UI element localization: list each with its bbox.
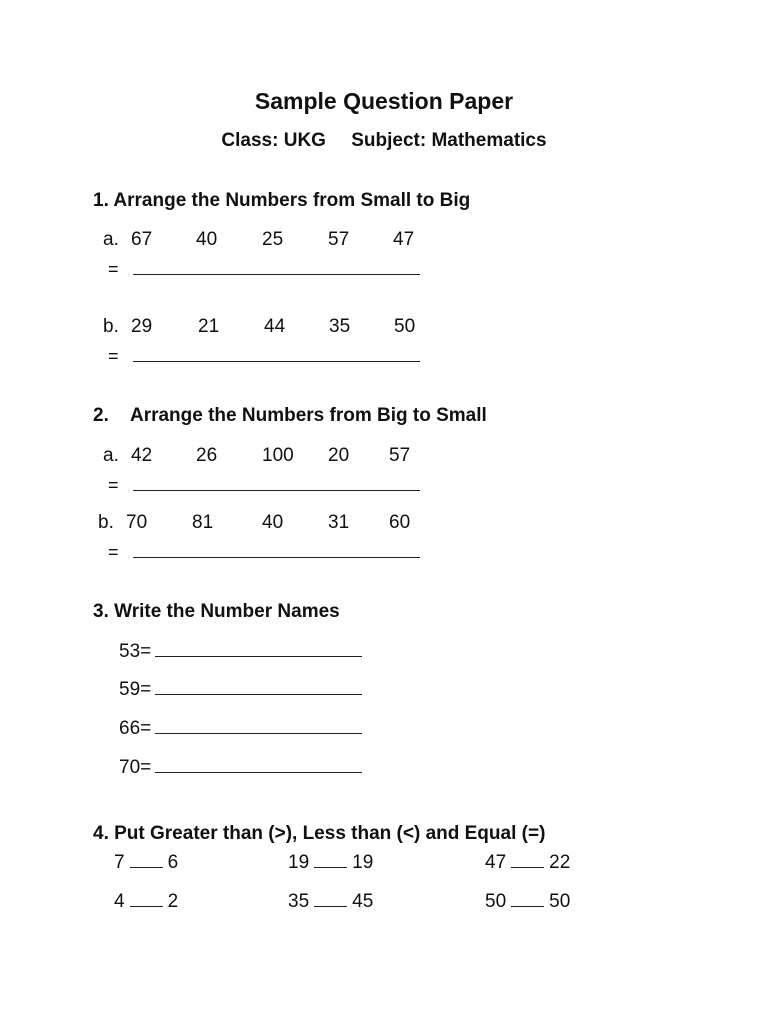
q2a-num-3: 100	[262, 445, 294, 466]
q2a-num-1: 42	[131, 445, 153, 466]
q2b-num-5: 60	[389, 512, 411, 533]
compare-blank[interactable]	[314, 857, 347, 868]
left-number: 19	[288, 852, 310, 873]
number-name-row[interactable]	[119, 641, 362, 663]
equals-sign: =	[108, 475, 119, 495]
number-name-row[interactable]	[119, 679, 362, 701]
q1a-answer[interactable]	[108, 259, 420, 280]
q4-heading: 4. Put Greater than (>), Less than (<) and Equal (=)	[93, 823, 546, 844]
q2a-num-4: 20	[328, 445, 350, 466]
q2b-num-4: 31	[328, 512, 350, 533]
compare-item[interactable]	[288, 891, 373, 913]
q2a-num-5: 57	[389, 445, 411, 466]
compare-item[interactable]	[485, 852, 570, 874]
compare-item[interactable]	[485, 891, 570, 913]
compare-blank[interactable]	[130, 896, 163, 907]
q2b-num-1: 70	[126, 512, 148, 533]
answer-blank[interactable]	[155, 760, 362, 773]
compare-blank[interactable]	[511, 896, 544, 907]
q2a-num-2: 26	[196, 445, 218, 466]
equals-sign: =	[108, 542, 119, 562]
q1a-num-4: 57	[328, 229, 350, 250]
compare-item[interactable]	[114, 891, 178, 913]
q2a-label: a.	[103, 445, 119, 466]
compare-item[interactable]	[288, 852, 373, 874]
right-number: 50	[549, 891, 571, 912]
q1a-num-5: 47	[393, 229, 415, 250]
compare-item[interactable]	[114, 852, 178, 874]
left-number: 7	[114, 852, 125, 873]
q1b-num-4: 35	[329, 316, 351, 337]
q1b-answer[interactable]	[108, 346, 420, 367]
answer-blank[interactable]	[155, 682, 362, 695]
q1b-num-1: 29	[131, 316, 153, 337]
right-number: 2	[167, 891, 179, 912]
q2b-answer[interactable]	[108, 542, 420, 563]
class-label: Class: UKG	[221, 130, 326, 151]
q1a-num-3: 25	[262, 229, 284, 250]
q1b-num-3: 44	[264, 316, 286, 337]
right-number: 6	[167, 852, 179, 873]
number-label: 53=	[119, 641, 152, 662]
q1a-label: a.	[103, 229, 119, 250]
page-subtitle	[0, 130, 768, 152]
answer-blank[interactable]	[155, 721, 362, 734]
q2-heading: 2. Arrange the Numbers from Big to Small	[93, 405, 487, 426]
answer-blank[interactable]	[133, 262, 420, 275]
left-number: 50	[485, 891, 507, 912]
q1a-num-2: 40	[196, 229, 218, 250]
q1b-num-2: 21	[198, 316, 220, 337]
q3-heading: 3. Write the Number Names	[93, 601, 340, 622]
number-label: 70=	[119, 757, 152, 778]
answer-blank[interactable]	[155, 644, 362, 657]
compare-blank[interactable]	[511, 857, 544, 868]
answer-blank[interactable]	[133, 349, 420, 362]
q1b-label: b.	[103, 316, 119, 337]
number-label: 59=	[119, 679, 152, 700]
number-name-row[interactable]	[119, 757, 362, 779]
q1a-num-1: 67	[131, 229, 153, 250]
q1b-num-5: 50	[394, 316, 416, 337]
left-number: 47	[485, 852, 507, 873]
equals-sign: =	[108, 346, 119, 366]
q2b-num-3: 40	[262, 512, 284, 533]
subject-label: Subject: Mathematics	[351, 130, 547, 151]
answer-blank[interactable]	[133, 545, 420, 558]
answer-blank[interactable]	[133, 478, 420, 491]
number-name-row[interactable]	[119, 718, 362, 740]
q2b-num-2: 81	[192, 512, 214, 533]
page-title: Sample Question Paper	[254, 88, 514, 114]
q1-heading: 1. Arrange the Numbers from Small to Big	[93, 190, 471, 211]
compare-blank[interactable]	[314, 896, 347, 907]
q2-heading-text: Arrange the Numbers from Big to Small	[129, 405, 487, 426]
number-label: 66=	[119, 718, 152, 739]
q2a-answer[interactable]	[108, 475, 420, 496]
right-number: 45	[352, 891, 374, 912]
q2b-label: b.	[98, 512, 114, 533]
right-number: 22	[549, 852, 571, 873]
compare-blank[interactable]	[130, 857, 163, 868]
left-number: 4	[114, 891, 125, 912]
left-number: 35	[288, 891, 310, 912]
right-number: 19	[352, 852, 374, 873]
equals-sign: =	[108, 259, 119, 279]
